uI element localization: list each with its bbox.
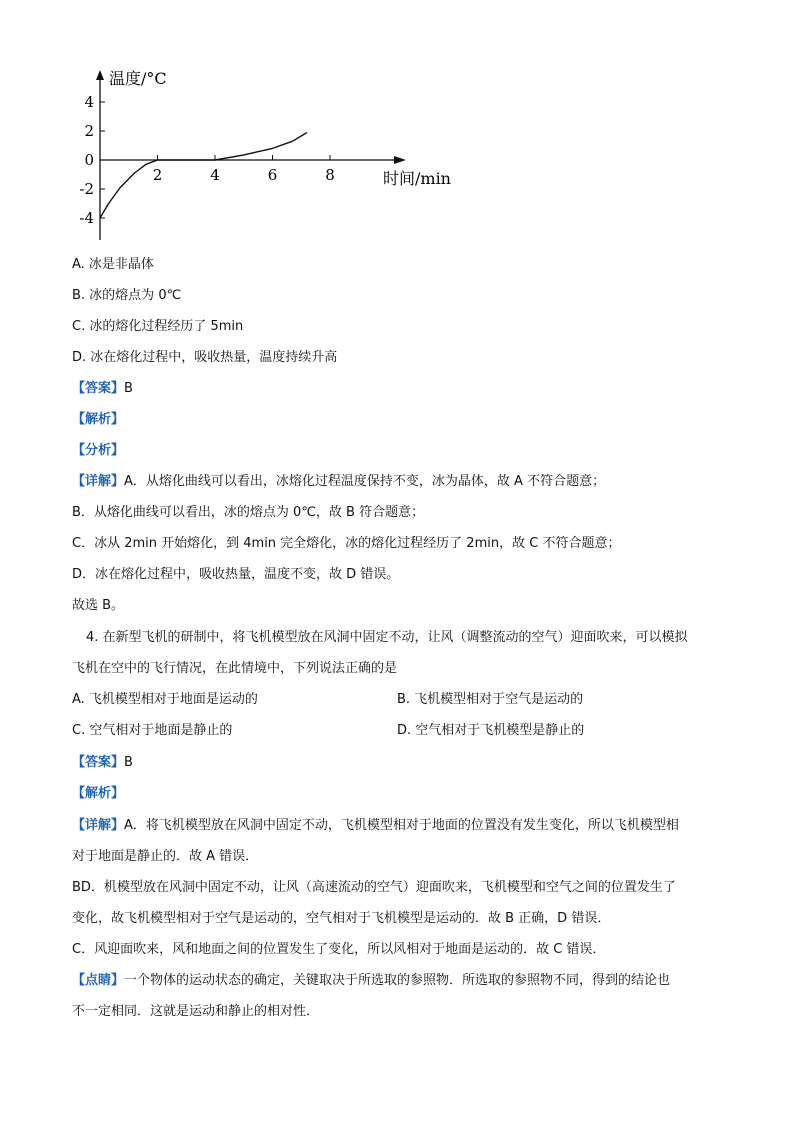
curve-segment-1: [100, 160, 158, 218]
q3-fenxi: [72, 443, 124, 459]
x-axis-label: 时间/min: [383, 169, 451, 188]
q4-detail-c: C．风迎面吹来，风和地面之间的位置发生了变化，所以风相对于地面是运动的．故 C 错误．: [72, 942, 606, 957]
y-axis-arrow: [96, 70, 104, 80]
x-tick-label: 8: [325, 166, 335, 184]
q4-detail-bd1: BD．机模型放在风洞中固定不动，让风（高速流动的空气）迎面吹来，飞机模型和空气之间的位置发生了: [72, 880, 676, 895]
chart-axes: [96, 70, 406, 240]
q4-answer: [72, 755, 133, 771]
dianjing-tag: 【点睛】: [72, 973, 125, 988]
q3-option-a: A. 冰是非晶体: [72, 257, 154, 272]
x-tick-label: 2: [152, 166, 163, 184]
y-tick-label: 4: [84, 93, 94, 111]
fenxi-tag: 【分析】: [72, 443, 125, 458]
answer-value: B: [124, 755, 133, 770]
y-tick-label: -2: [79, 180, 94, 198]
q4-stem-line1: 4. 在新型飞机的研制中，将飞机模型放在风洞中固定不动，让风（调整流动的空气）迎面吹来，可以模拟: [86, 630, 688, 645]
melting-curve-chart: [70, 58, 470, 248]
q3-conclusion: 故选 B。: [72, 598, 125, 613]
x-tick-label: 4: [210, 166, 220, 184]
q3-analysis: [72, 412, 124, 428]
y-tick-label: 0: [84, 151, 94, 169]
q3-detail-b: B．从熔化曲线可以看出，冰的熔点为 0℃，故 B 符合题意；: [72, 505, 425, 520]
y-tick-label: 2: [84, 122, 94, 140]
detail-tag: 【详解】: [72, 474, 125, 489]
detail-tag: 【详解】: [72, 818, 125, 833]
q4-detail-bd2: 变化，故飞机模型相对于空气是运动的，空气相对于飞机模型是运动的．故 B 正确，D 错误．: [72, 911, 611, 926]
q3-detail-d: D．冰在熔化过程中，吸收热量，温度不变，故 D 错误。: [72, 567, 400, 582]
analysis-tag: 【解析】: [72, 412, 125, 427]
q3-answer: [72, 381, 133, 397]
q3-option-d: D. 冰在熔化过程中，吸收热量，温度持续升高: [72, 350, 338, 365]
q4-option-c: C. 空气相对于地面是静止的: [72, 723, 233, 738]
q4-option-b: B. 飞机模型相对于空气是运动的: [397, 692, 584, 707]
dianjing-text: 一个物体的运动状态的确定，关键取决于所选取的参照物．所选取的参照物不同，得到的结论也: [124, 973, 671, 988]
q4-detail-a2: 对于地面是静止的．故 A 错误．: [72, 849, 259, 864]
answer-value: B: [124, 381, 133, 396]
q4-analysis: [72, 786, 124, 802]
y-tick-label: -4: [79, 209, 94, 227]
detail-line: A．将飞机模型放在风洞中固定不动，飞机模型相对于地面的位置没有发生变化，所以飞机模型相: [124, 818, 679, 833]
q3-detail-c: C．冰从 2min 开始熔化，到 4min 完全熔化，冰的熔化过程经历了 2min，故 C 不符合题意；: [72, 536, 621, 551]
q4-stem-line2: 飞机在空中的飞行情况，在此情境中，下列说法正确的是: [72, 661, 398, 676]
q3-option-b: B. 冰的熔点为 0℃: [72, 288, 182, 303]
q4-detail-a1: [72, 818, 679, 834]
q3-detail-a: [72, 474, 605, 490]
answer-tag: 【答案】: [72, 381, 125, 396]
q4-option-a: A. 飞机模型相对于地面是运动的: [72, 692, 258, 707]
x-axis-arrow: [394, 156, 406, 164]
answer-tag: 【答案】: [72, 755, 125, 770]
curve-segment-3: [215, 133, 307, 161]
q3-option-c: C. 冰的熔化过程经历了 5min: [72, 319, 244, 334]
analysis-tag: 【解析】: [72, 786, 125, 801]
detail-line: A．从熔化曲线可以看出，冰熔化过程温度保持不变，冰为晶体，故 A 不符合题意；: [124, 474, 606, 489]
y-axis-label: 温度/°C: [109, 69, 167, 88]
q4-option-d: D. 空气相对于飞机模型是静止的: [397, 723, 585, 738]
q4-dianjing2: 不一定相同．这就是运动和静止的相对性．: [72, 1004, 320, 1019]
q4-dianjing1: [72, 973, 670, 989]
x-tick-label: 6: [267, 166, 278, 184]
